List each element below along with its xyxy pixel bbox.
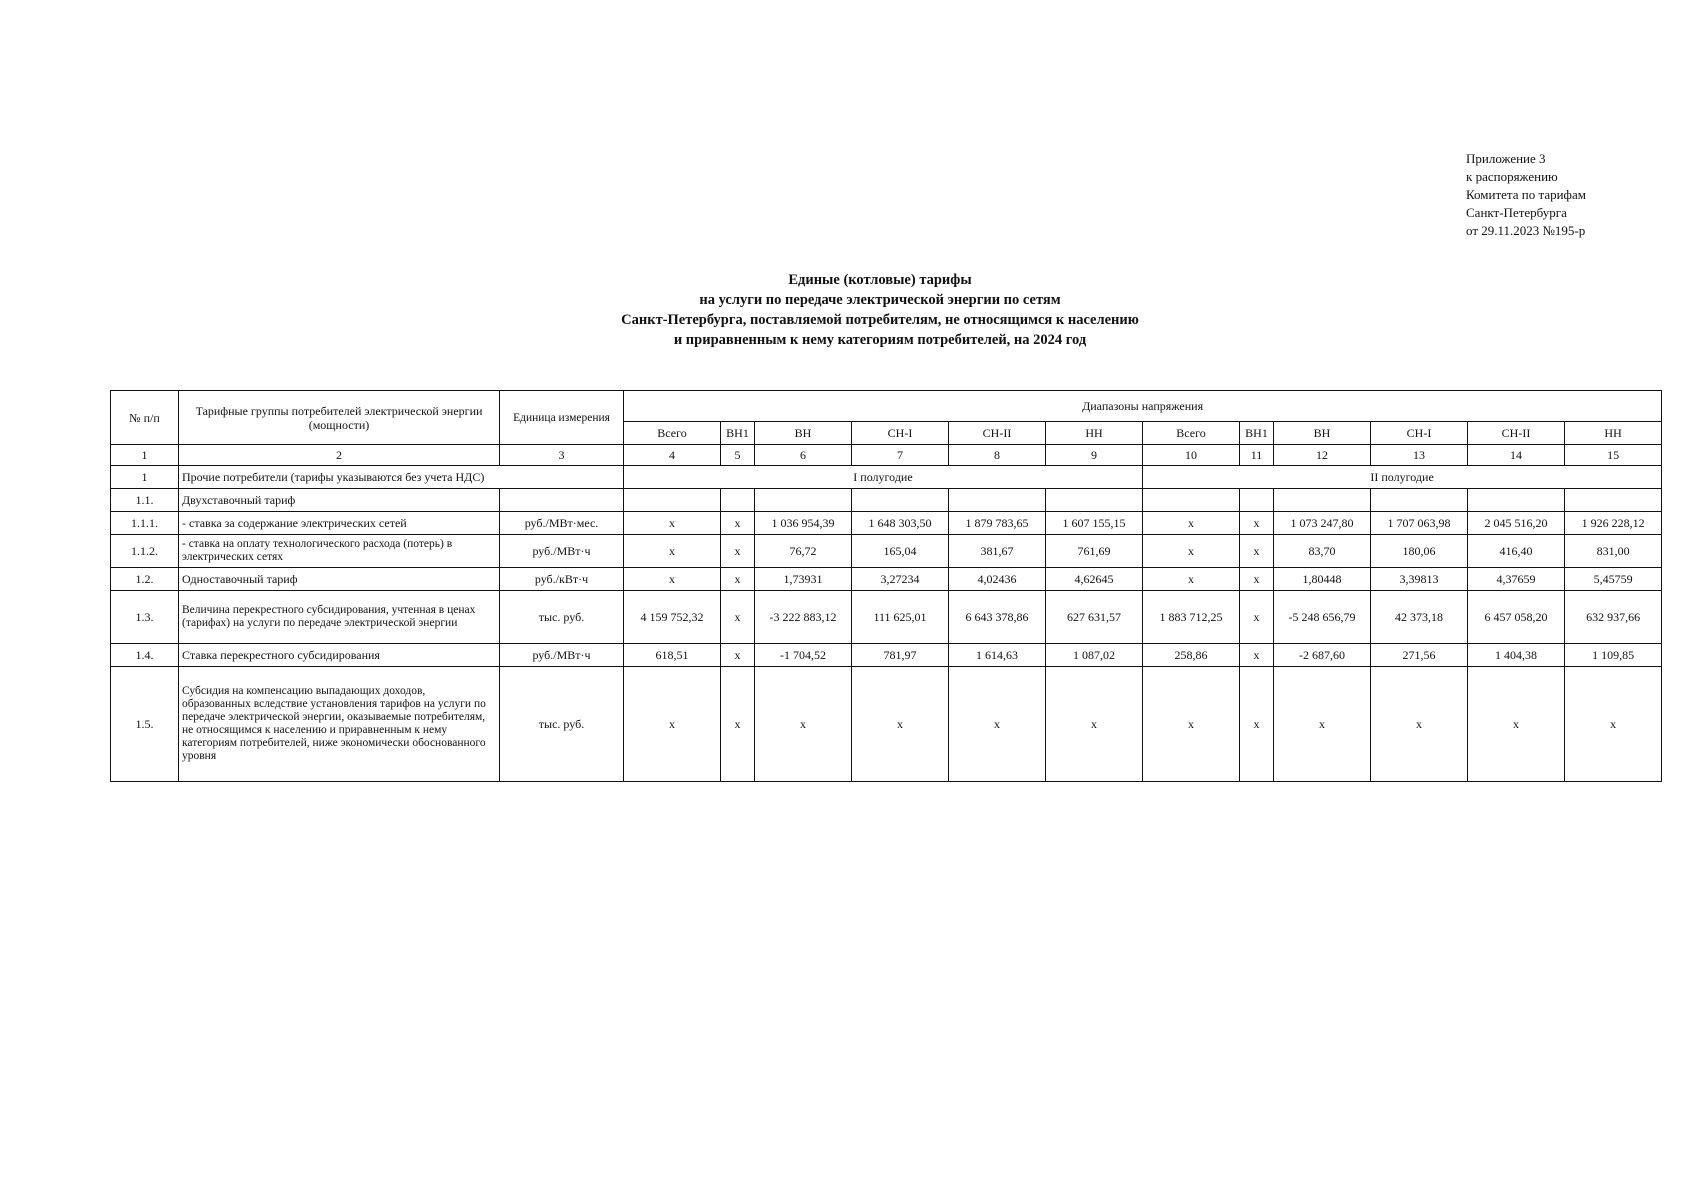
value-cell: 1 614,63 [949,644,1046,667]
row-name: - ставка за содержание электрических сетей [179,512,500,535]
index-cell: 7 [852,445,949,466]
value-cell: -3 222 883,12 [755,591,852,644]
value-cell: x [721,568,755,591]
index-cell: 13 [1371,445,1468,466]
value-cell: x [1468,667,1565,782]
empty-cell [1143,489,1240,512]
value-cell: 381,67 [949,535,1046,568]
voltage-col: СН-I [1371,422,1468,445]
row-num: 1.2. [111,568,179,591]
row-num: 1.5. [111,667,179,782]
value-cell: -2 687,60 [1274,644,1371,667]
index-cell: 4 [624,445,721,466]
value-cell: 632 937,66 [1565,591,1662,644]
value-cell: 781,97 [852,644,949,667]
table-row [111,466,1662,489]
row-name: Двухставочный тариф [179,489,500,512]
voltage-col: СН-II [1468,422,1565,445]
value-cell: x [949,667,1046,782]
value-cell: x [721,535,755,568]
value-cell: 1 607 155,15 [1046,512,1143,535]
empty-cell [852,489,949,512]
value-cell: x [852,667,949,782]
value-cell: 76,72 [755,535,852,568]
value-cell: x [1240,644,1274,667]
value-cell: 111 625,01 [852,591,949,644]
index-cell: 3 [500,445,624,466]
row-num: 1.1.1. [111,512,179,535]
index-row [111,445,1662,466]
table-row [111,489,1662,512]
value-cell: x [1240,591,1274,644]
voltage-col: Всего [1143,422,1240,445]
value-cell: 2 045 516,20 [1468,512,1565,535]
voltage-col: ВН [1274,422,1371,445]
row-num: 1.1. [111,489,179,512]
value-cell: x [1240,535,1274,568]
value-cell: x [1143,568,1240,591]
empty-cell [1565,489,1662,512]
value-cell: 1,73931 [755,568,852,591]
value-cell: 165,04 [852,535,949,568]
index-cell: 12 [1274,445,1371,466]
appendix-note [1466,150,1676,240]
row-unit: руб./МВт·мес. [500,512,624,535]
voltage-col: ВН1 [721,422,755,445]
value-cell: -1 704,52 [755,644,852,667]
header-groups: Тарифные группы потребителей электрической энергии (мощности) [179,391,500,445]
row-num: 1.3. [111,591,179,644]
empty-cell [721,489,755,512]
value-cell: 4,02436 [949,568,1046,591]
value-cell: -5 248 656,79 [1274,591,1371,644]
value-cell: 180,06 [1371,535,1468,568]
voltage-col: Всего [624,422,721,445]
value-cell: 5,45759 [1565,568,1662,591]
appendix-line: Санкт-Петербурга [1466,205,1567,220]
value-cell: x [1371,667,1468,782]
title-line: Санкт-Петербурга, поставляемой потребителям, не относящимся к населению [621,312,1139,328]
empty-cell [1371,489,1468,512]
value-cell: 42 373,18 [1371,591,1468,644]
voltage-col: НН [1565,422,1662,445]
row-unit: тыс. руб. [500,667,624,782]
value-cell: 1 087,02 [1046,644,1143,667]
table-row [111,644,1662,667]
row-name: Величина перекрестного субсидирования, учтенная в ценах (тарифах) на услуги по передаче электрической энергии [179,591,500,644]
value-cell: 1 926 228,12 [1565,512,1662,535]
value-cell: 627 631,57 [1046,591,1143,644]
value-cell: x [1274,667,1371,782]
value-cell: 271,56 [1371,644,1468,667]
value-cell: x [624,535,721,568]
value-cell: x [1143,667,1240,782]
value-cell: 6 643 378,86 [949,591,1046,644]
table-row [111,591,1662,644]
value-cell: x [1240,512,1274,535]
voltage-col: НН [1046,422,1143,445]
value-cell: x [1240,667,1274,782]
value-cell: 3,27234 [852,568,949,591]
appendix-line: Приложение 3 [1466,151,1546,166]
index-cell: 11 [1240,445,1274,466]
row-name: - ставка на оплату технологического расхода (потерь) в электрических сетях [179,535,500,568]
value-cell: 1,80448 [1274,568,1371,591]
voltage-col: ВН [755,422,852,445]
empty-cell [949,489,1046,512]
row-name: Ставка перекрестного субсидирования [179,644,500,667]
value-cell: 1 073 247,80 [1274,512,1371,535]
voltage-col: ВН1 [1240,422,1274,445]
empty-cell [1274,489,1371,512]
row-unit: руб./МВт·ч [500,535,624,568]
value-cell: 6 457 058,20 [1468,591,1565,644]
index-cell: 9 [1046,445,1143,466]
value-cell: 1 879 783,65 [949,512,1046,535]
index-cell: 15 [1565,445,1662,466]
value-cell: x [1240,568,1274,591]
value-cell: x [1046,667,1143,782]
title-line: на услуги по передаче электрической энергии по сетям [699,292,1061,308]
voltage-col: СН-I [852,422,949,445]
row-name: Субсидия на компенсацию выпадающих доходов, образованных вследствие установления тарифов на услуги по передаче электрической энергии, оказываемые потребителям, не относящимся к населению и приравненным к нему категориям потребителей, ниже экономически обоснованного уровня [179,667,500,782]
value-cell: x [721,591,755,644]
empty-cell [1468,489,1565,512]
row-unit: руб./МВт·ч [500,644,624,667]
value-cell: x [721,667,755,782]
value-cell: x [1143,512,1240,535]
half-year-1: I полугодие [624,466,1143,489]
value-cell: 831,00 [1565,535,1662,568]
value-cell: 1 404,38 [1468,644,1565,667]
value-cell: 1 707 063,98 [1371,512,1468,535]
row-name: Прочие потребители (тарифы указываются без учета НДС) [179,466,624,489]
row-unit [500,489,624,512]
row-num: 1.1.2. [111,535,179,568]
empty-cell [755,489,852,512]
value-cell: x [624,512,721,535]
appendix-line: от 29.11.2023 №195-р [1466,223,1586,238]
index-cell: 5 [721,445,755,466]
empty-cell [624,489,721,512]
half-year-2: II полугодие [1143,466,1662,489]
header-ranges: Диапазоны напряжения [624,391,1662,422]
value-cell: 4,62645 [1046,568,1143,591]
row-unit: руб./кВт·ч [500,568,624,591]
header-num: № п/п [111,391,179,445]
value-cell: x [1565,667,1662,782]
value-cell: x [721,644,755,667]
value-cell: 1 883 712,25 [1143,591,1240,644]
value-cell: 83,70 [1274,535,1371,568]
index-cell: 6 [755,445,852,466]
appendix-line: Комитета по тарифам [1466,187,1586,202]
index-cell: 8 [949,445,1046,466]
index-cell: 14 [1468,445,1565,466]
voltage-col: СН-II [949,422,1046,445]
document-title [500,270,1260,350]
value-cell: 3,39813 [1371,568,1468,591]
title-line: и приравненным к нему категориям потребителей, на 2024 год [673,332,1087,348]
row-unit: тыс. руб. [500,591,624,644]
appendix-line: к распоряжению [1466,169,1558,184]
table-row [111,535,1662,568]
value-cell: x [755,667,852,782]
value-cell: x [624,667,721,782]
value-cell: 618,51 [624,644,721,667]
value-cell: 4,37659 [1468,568,1565,591]
value-cell: 258,86 [1143,644,1240,667]
value-cell: x [1143,535,1240,568]
table-row [111,568,1662,591]
index-cell: 2 [179,445,500,466]
header-row [111,391,1662,422]
value-cell: 1 648 303,50 [852,512,949,535]
row-name: Одноставочный тариф [179,568,500,591]
empty-cell [1046,489,1143,512]
empty-cell [1240,489,1274,512]
value-cell: 4 159 752,32 [624,591,721,644]
tariff-table [110,390,1662,782]
value-cell: 1 036 954,39 [755,512,852,535]
index-cell: 10 [1143,445,1240,466]
title-line: Единые (котловые) тарифы [788,272,972,288]
value-cell: 416,40 [1468,535,1565,568]
row-num: 1 [111,466,179,489]
row-num: 1.4. [111,644,179,667]
value-cell: 1 109,85 [1565,644,1662,667]
index-cell: 1 [111,445,179,466]
table-row [111,667,1662,782]
table-row [111,512,1662,535]
value-cell: x [721,512,755,535]
header-unit: Единица измерения [500,391,624,445]
value-cell: 761,69 [1046,535,1143,568]
value-cell: x [624,568,721,591]
